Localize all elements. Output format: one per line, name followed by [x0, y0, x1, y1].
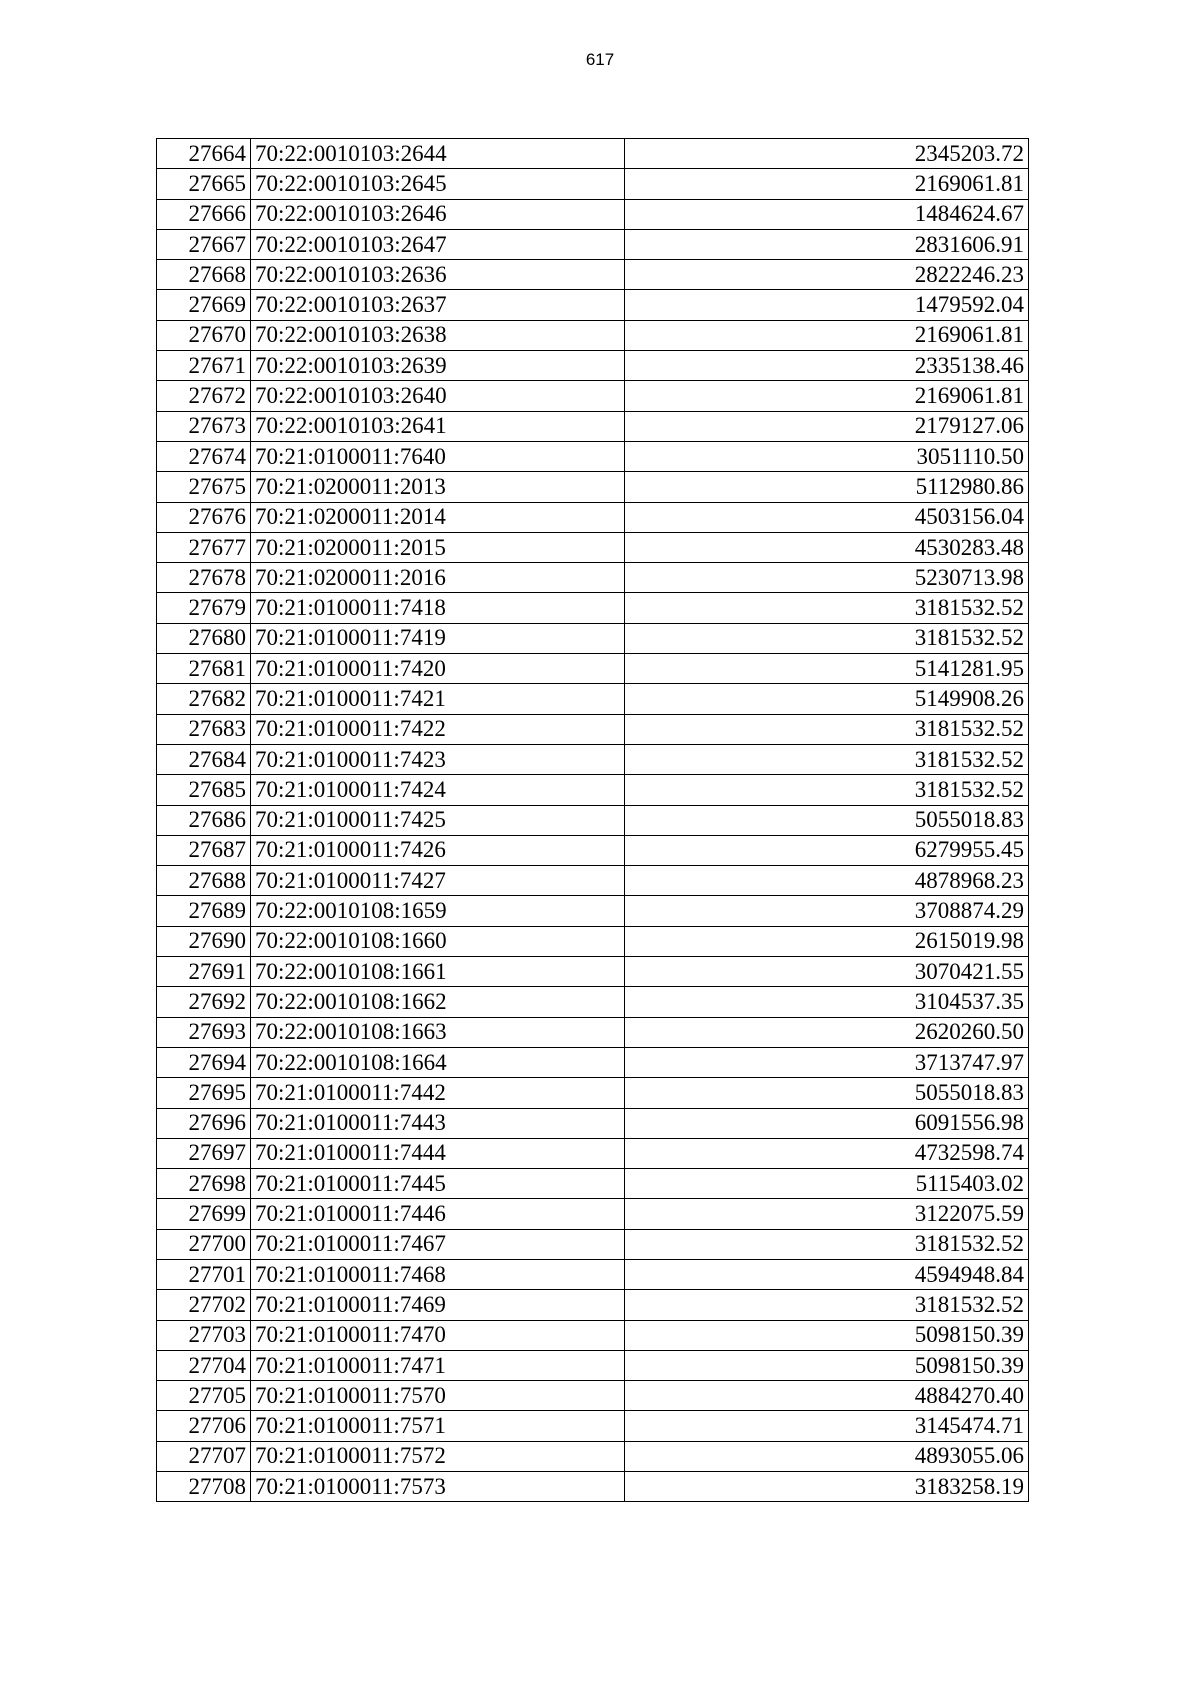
cadastral-number-cell: 70:21:0100011:7468: [251, 1259, 625, 1289]
table-row: [157, 684, 1029, 714]
cadastral-number-cell: 70:21:0100011:7424: [251, 775, 625, 805]
cadastral-value-cell: 5098150.39: [625, 1320, 1029, 1350]
table-row: [157, 1169, 1029, 1199]
cadastral-number-cell: 70:21:0100011:7426: [251, 835, 625, 865]
row-number-cell: 27691: [157, 957, 251, 987]
table-row: [157, 229, 1029, 259]
cadastral-number-cell: 70:22:0010103:2638: [251, 320, 625, 350]
cadastral-number-cell: 70:21:0200011:2015: [251, 532, 625, 562]
cadastral-value-cell: 3181532.52: [625, 1229, 1029, 1259]
cadastral-number-cell: 70:21:0200011:2016: [251, 563, 625, 593]
cadastral-value-cell: 5141281.95: [625, 654, 1029, 684]
cadastral-number-cell: 70:21:0200011:2013: [251, 472, 625, 502]
cadastral-number-cell: 70:22:0010108:1662: [251, 987, 625, 1017]
cadastral-value-cell: 5115403.02: [625, 1169, 1029, 1199]
cadastral-value-cell: 3183258.19: [625, 1472, 1029, 1502]
cadastral-value-cell: 3181532.52: [625, 744, 1029, 774]
table-row: [157, 866, 1029, 896]
cadastral-value-cell: 4732598.74: [625, 1138, 1029, 1168]
row-number-cell: 27666: [157, 199, 251, 229]
row-number-cell: 27704: [157, 1350, 251, 1380]
table-row: [157, 199, 1029, 229]
cadastral-value-cell: 2822246.23: [625, 260, 1029, 290]
row-number-cell: 27703: [157, 1320, 251, 1350]
row-number-cell: 27700: [157, 1229, 251, 1259]
cadastral-number-cell: 70:21:0100011:7471: [251, 1350, 625, 1380]
table-row: [157, 381, 1029, 411]
row-number-cell: 27679: [157, 593, 251, 623]
cadastral-number-cell: 70:21:0100011:7573: [251, 1472, 625, 1502]
table-row: [157, 1290, 1029, 1320]
row-number-cell: 27680: [157, 623, 251, 653]
cadastral-number-cell: 70:21:0100011:7421: [251, 684, 625, 714]
cadastral-value-cell: 2345203.72: [625, 139, 1029, 169]
cadastral-value-cell: 5112980.86: [625, 472, 1029, 502]
table-row: [157, 169, 1029, 199]
cadastral-number-cell: 70:21:0100011:7469: [251, 1290, 625, 1320]
cadastral-number-cell: 70:21:0100011:7470: [251, 1320, 625, 1350]
cadastral-value-cell: 4503156.04: [625, 502, 1029, 532]
cadastral-number-cell: 70:22:0010103:2641: [251, 411, 625, 441]
table-row: [157, 502, 1029, 532]
table-row: [157, 1017, 1029, 1047]
cadastral-value-cell: 1479592.04: [625, 290, 1029, 320]
cadastral-value-cell: 3181532.52: [625, 1290, 1029, 1320]
cadastral-value-cell: 3181532.52: [625, 775, 1029, 805]
row-number-cell: 27664: [157, 139, 251, 169]
row-number-cell: 27683: [157, 714, 251, 744]
table-row: [157, 1138, 1029, 1168]
row-number-cell: 27665: [157, 169, 251, 199]
cadastral-value-cell: 2615019.98: [625, 926, 1029, 956]
cadastral-number-cell: 70:22:0010108:1664: [251, 1047, 625, 1077]
cadastral-value-cell: 5098150.39: [625, 1350, 1029, 1380]
table-row: [157, 563, 1029, 593]
cadastral-number-cell: 70:21:0100011:7420: [251, 654, 625, 684]
table-row: [157, 775, 1029, 805]
cadastral-value-cell: 3181532.52: [625, 593, 1029, 623]
row-number-cell: 27682: [157, 684, 251, 714]
cadastral-value-cell: 3713747.97: [625, 1047, 1029, 1077]
cadastral-number-cell: 70:22:0010103:2637: [251, 290, 625, 320]
row-number-cell: 27667: [157, 229, 251, 259]
table-row: [157, 1441, 1029, 1471]
row-number-cell: 27688: [157, 866, 251, 896]
cadastral-number-cell: 70:22:0010103:2645: [251, 169, 625, 199]
cadastral-number-cell: 70:22:0010103:2636: [251, 260, 625, 290]
row-number-cell: 27697: [157, 1138, 251, 1168]
cadastral-number-cell: 70:21:0100011:7572: [251, 1441, 625, 1471]
cadastral-number-cell: 70:22:0010108:1663: [251, 1017, 625, 1047]
table-row: [157, 411, 1029, 441]
cadastral-value-cell: 3708874.29: [625, 896, 1029, 926]
row-number-cell: 27672: [157, 381, 251, 411]
row-number-cell: 27694: [157, 1047, 251, 1077]
table-row: [157, 260, 1029, 290]
row-number-cell: 27689: [157, 896, 251, 926]
row-number-cell: 27707: [157, 1441, 251, 1471]
cadastral-value-cell: 3145474.71: [625, 1411, 1029, 1441]
cadastral-number-cell: 70:21:0100011:7419: [251, 623, 625, 653]
row-number-cell: 27674: [157, 441, 251, 471]
cadastral-number-cell: 70:21:0100011:7467: [251, 1229, 625, 1259]
cadastral-value-cell: 3181532.52: [625, 714, 1029, 744]
cadastral-number-cell: 70:21:0100011:7640: [251, 441, 625, 471]
table-row: [157, 714, 1029, 744]
table-row: [157, 1381, 1029, 1411]
cadastral-number-cell: 70:21:0100011:7444: [251, 1138, 625, 1168]
table-row: [157, 1229, 1029, 1259]
cadastral-value-cell: 2169061.81: [625, 381, 1029, 411]
table-row: [157, 926, 1029, 956]
cadastral-value-cell: 4893055.06: [625, 1441, 1029, 1471]
row-number-cell: 27705: [157, 1381, 251, 1411]
cadastral-value-cell: 4884270.40: [625, 1381, 1029, 1411]
cadastral-value-cell: 4594948.84: [625, 1259, 1029, 1289]
cadastral-value-cell: 3051110.50: [625, 441, 1029, 471]
table-row: [157, 654, 1029, 684]
cadastral-value-cell: 5055018.83: [625, 1078, 1029, 1108]
cadastral-number-cell: 70:21:0100011:7570: [251, 1381, 625, 1411]
cadastral-number-cell: 70:22:0010108:1660: [251, 926, 625, 956]
cadastral-value-cell: 2335138.46: [625, 351, 1029, 381]
table-row: [157, 957, 1029, 987]
cadastral-number-cell: 70:21:0100011:7423: [251, 744, 625, 774]
row-number-cell: 27686: [157, 805, 251, 835]
cadastral-value-table: [156, 138, 1029, 1502]
cadastral-value-cell: 2620260.50: [625, 1017, 1029, 1047]
table-row: [157, 805, 1029, 835]
table-row: [157, 1108, 1029, 1138]
row-number-cell: 27708: [157, 1472, 251, 1502]
row-number-cell: 27681: [157, 654, 251, 684]
row-number-cell: 27669: [157, 290, 251, 320]
table-row: [157, 987, 1029, 1017]
row-number-cell: 27671: [157, 351, 251, 381]
table-row: [157, 1411, 1029, 1441]
cadastral-number-cell: 70:22:0010103:2639: [251, 351, 625, 381]
cadastral-value-cell: 5230713.98: [625, 563, 1029, 593]
row-number-cell: 27699: [157, 1199, 251, 1229]
cadastral-number-cell: 70:21:0100011:7571: [251, 1411, 625, 1441]
row-number-cell: 27690: [157, 926, 251, 956]
row-number-cell: 27701: [157, 1259, 251, 1289]
table-row: [157, 744, 1029, 774]
row-number-cell: 27678: [157, 563, 251, 593]
cadastral-value-cell: 3122075.59: [625, 1199, 1029, 1229]
table-row: [157, 139, 1029, 169]
cadastral-value-cell: 2169061.81: [625, 169, 1029, 199]
table-row: [157, 1350, 1029, 1380]
row-number-cell: 27685: [157, 775, 251, 805]
cadastral-number-cell: 70:21:0100011:7418: [251, 593, 625, 623]
row-number-cell: 27693: [157, 1017, 251, 1047]
row-number-cell: 27675: [157, 472, 251, 502]
row-number-cell: 27687: [157, 835, 251, 865]
row-number-cell: 27684: [157, 744, 251, 774]
table-row: [157, 593, 1029, 623]
cadastral-value-cell: 2169061.81: [625, 320, 1029, 350]
table-row: [157, 1472, 1029, 1502]
table-row: [157, 1259, 1029, 1289]
cadastral-number-cell: 70:22:0010103:2647: [251, 229, 625, 259]
cadastral-value-cell: 2179127.06: [625, 411, 1029, 441]
cadastral-value-cell: 6091556.98: [625, 1108, 1029, 1138]
row-number-cell: 27676: [157, 502, 251, 532]
row-number-cell: 27692: [157, 987, 251, 1017]
row-number-cell: 27677: [157, 532, 251, 562]
cadastral-value-cell: 1484624.67: [625, 199, 1029, 229]
cadastral-value-cell: 3181532.52: [625, 623, 1029, 653]
table-row: [157, 441, 1029, 471]
row-number-cell: 27670: [157, 320, 251, 350]
cadastral-number-cell: 70:22:0010103:2646: [251, 199, 625, 229]
cadastral-number-cell: 70:21:0100011:7446: [251, 1199, 625, 1229]
row-number-cell: 27668: [157, 260, 251, 290]
row-number-cell: 27673: [157, 411, 251, 441]
table-body: [157, 139, 1029, 1502]
table-row: [157, 290, 1029, 320]
table-row: [157, 835, 1029, 865]
table-row: [157, 1078, 1029, 1108]
cadastral-number-cell: 70:21:0200011:2014: [251, 502, 625, 532]
cadastral-number-cell: 70:21:0100011:7427: [251, 866, 625, 896]
cadastral-number-cell: 70:22:0010103:2640: [251, 381, 625, 411]
cadastral-value-cell: 6279955.45: [625, 835, 1029, 865]
cadastral-number-cell: 70:22:0010108:1661: [251, 957, 625, 987]
table-row: [157, 532, 1029, 562]
table-row: [157, 1047, 1029, 1077]
cadastral-value-cell: 2831606.91: [625, 229, 1029, 259]
page-number: 617: [585, 50, 615, 69]
table-row: [157, 1199, 1029, 1229]
row-number-cell: 27706: [157, 1411, 251, 1441]
cadastral-value-cell: 3070421.55: [625, 957, 1029, 987]
cadastral-number-cell: 70:22:0010108:1659: [251, 896, 625, 926]
cadastral-number-cell: 70:21:0100011:7443: [251, 1108, 625, 1138]
row-number-cell: 27702: [157, 1290, 251, 1320]
cadastral-value-cell: 4878968.23: [625, 866, 1029, 896]
cadastral-number-cell: 70:22:0010103:2644: [251, 139, 625, 169]
cadastral-number-cell: 70:21:0100011:7422: [251, 714, 625, 744]
table-row: [157, 896, 1029, 926]
table-row: [157, 351, 1029, 381]
cadastral-number-cell: 70:21:0100011:7425: [251, 805, 625, 835]
cadastral-value-cell: 4530283.48: [625, 532, 1029, 562]
cadastral-number-cell: 70:21:0100011:7442: [251, 1078, 625, 1108]
row-number-cell: 27696: [157, 1108, 251, 1138]
table-row: [157, 1320, 1029, 1350]
row-number-cell: 27698: [157, 1169, 251, 1199]
table-row: [157, 320, 1029, 350]
row-number-cell: 27695: [157, 1078, 251, 1108]
cadastral-number-cell: 70:21:0100011:7445: [251, 1169, 625, 1199]
cadastral-value-cell: 5055018.83: [625, 805, 1029, 835]
cadastral-value-cell: 3104537.35: [625, 987, 1029, 1017]
table-row: [157, 623, 1029, 653]
cadastral-value-cell: 5149908.26: [625, 684, 1029, 714]
table-row: [157, 472, 1029, 502]
